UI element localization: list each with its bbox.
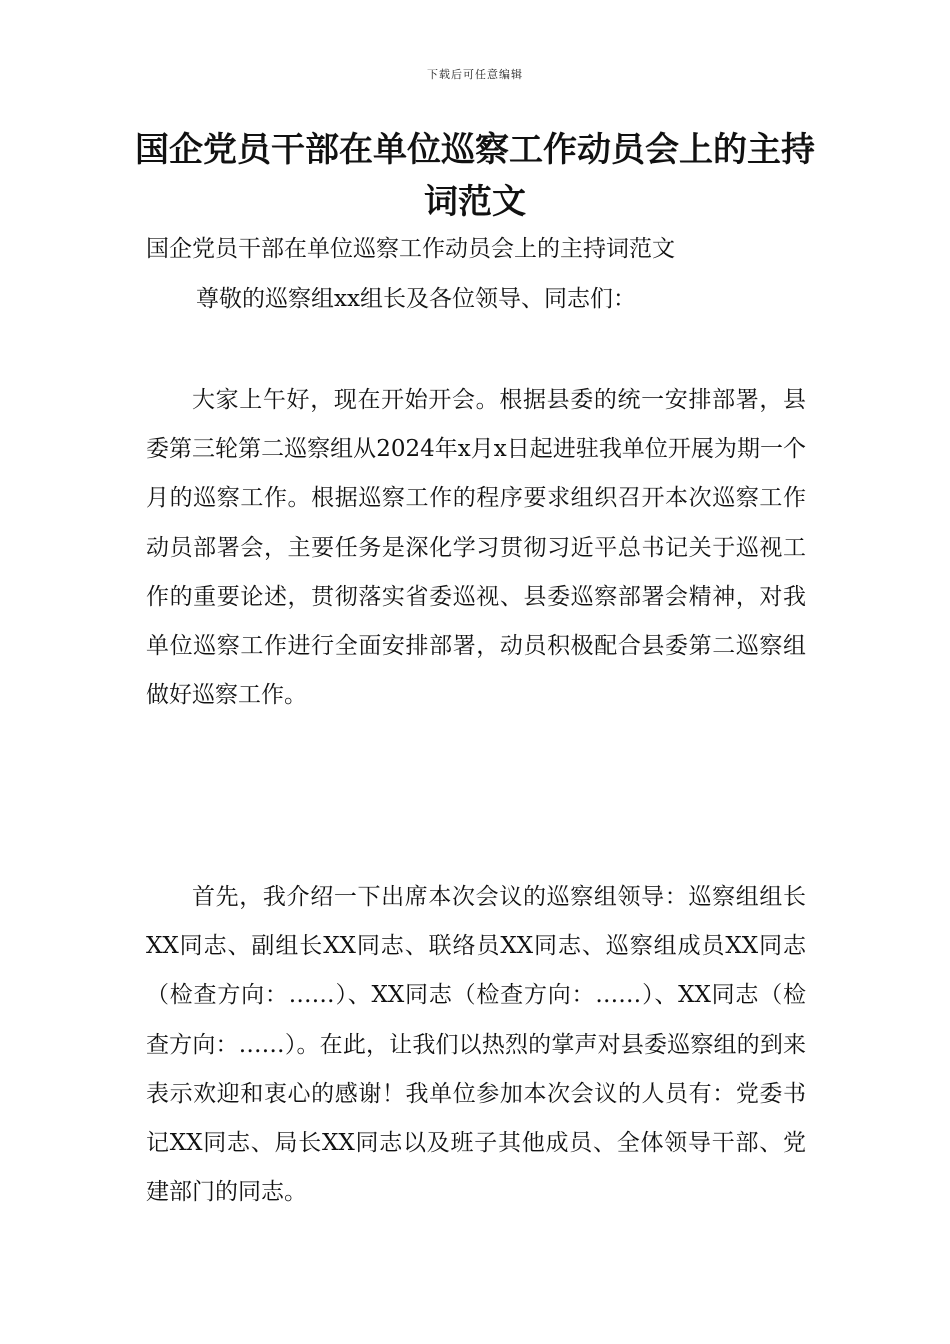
document-title: 国企党员干部在单位巡察工作动员会上的主持词范文 (135, 130, 815, 222)
body-paragraph-1: 大家上午好，现在开始开会。根据县委的统一安排部署，县委第三轮第二巡察组从2024年x月x日起进驻我单位开展为期一个月的巡察工作。根据巡察工作的程序要求组织召开本次巡察工作动员部署会，主要任务是深化学习贯彻习近平总书记关于巡视工作的重要论述，贯彻落实省委巡视、县委巡察部署会精神，对我单位巡察工作进行全面安排部署，动员积极配合县委第二巡察组做好巡察工作。 (146, 387, 806, 709)
header-note: 下载后可任意编辑 (427, 68, 523, 81)
document-subtitle: 国企党员干部在单位巡察工作动员会上的主持词范文 (146, 236, 675, 262)
greeting-line: 尊敬的巡察组xx组长及各位领导、同志们： (196, 286, 636, 312)
body-paragraph-2: 首先，我介绍一下出席本次会议的巡察组领导：巡察组组长XX同志、副组长XX同志、联络员XX同志、巡察组成员XX同志（检查方向：……）、XX同志（检查方向：……）、XX同志（检查方向：……）。在此，让我们以热烈的掌声对县委巡察组的到来表示欢迎和衷心的感谢！我单位参加本次会议的人员有：党委书记XX同志、局长XX同志以及班子其他成员、全体领导干部、党建部门的同志。 (146, 884, 806, 1206)
